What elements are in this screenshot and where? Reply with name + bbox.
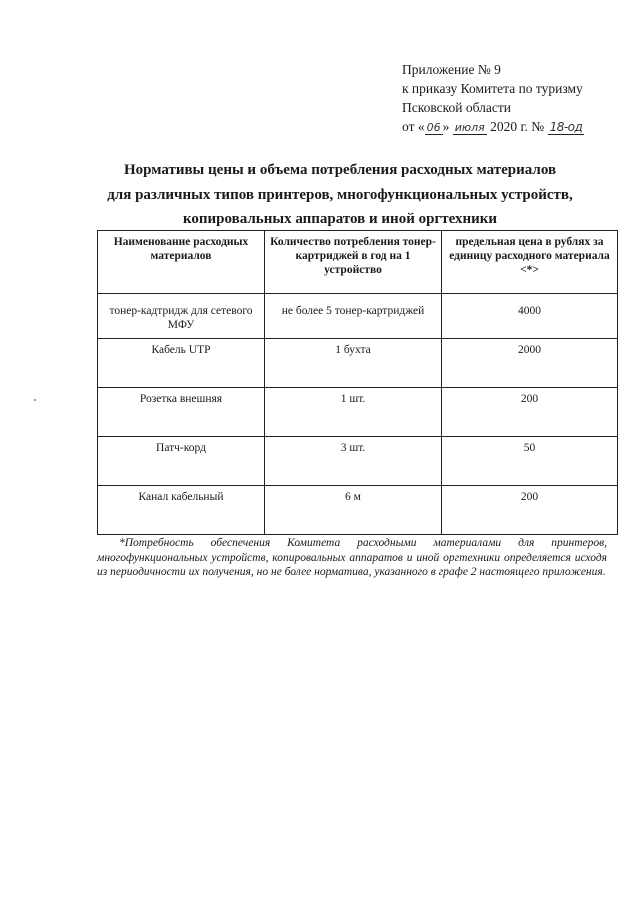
cell-quantity: не более 5 тонер-картриджей bbox=[265, 294, 442, 339]
document-title bbox=[60, 158, 620, 232]
cell-quantity: 3 шт. bbox=[265, 437, 442, 486]
cell-material-name: Канал кабельный bbox=[98, 486, 265, 535]
date-prefix: от « bbox=[402, 119, 425, 134]
header-max-price: предельная цена в рублях за единицу расходного материала <*> bbox=[442, 231, 618, 294]
cell-quantity: 1 шт. bbox=[265, 388, 442, 437]
table-row bbox=[98, 388, 618, 437]
header-quantity: Количество потребления тонер-картриджей в год на 1 устройство bbox=[265, 231, 442, 294]
date-mid: » bbox=[442, 119, 450, 134]
cell-material-name: Розетка внешняя bbox=[98, 388, 265, 437]
title-line-1: Нормативы цены и объема потребления расходных материалов bbox=[123, 162, 557, 178]
cell-price: 200 bbox=[442, 486, 618, 535]
cell-price: 2000 bbox=[442, 339, 618, 388]
table-header-row bbox=[98, 231, 618, 294]
cell-quantity: 1 бухта bbox=[265, 339, 442, 388]
footnote: *Потребность обеспечения Комитета расходными материалами для принтеров, многофункциональных устройств, копировальных аппаратов и иной оргтехники определяется исходя из периодичности их получения, но не более норматива, указанного в графе 2 настоящего приложения. bbox=[97, 537, 607, 578]
table-row bbox=[98, 486, 618, 535]
cell-price: 200 bbox=[442, 388, 618, 437]
appendix-order-ref: к приказу Комитета по туризму bbox=[402, 81, 583, 96]
scan-speck bbox=[34, 399, 36, 401]
handwritten-number: 18-од bbox=[549, 120, 583, 134]
table-row bbox=[98, 339, 618, 388]
handwritten-day: 06 bbox=[426, 121, 441, 134]
header-material-name: Наименование расходных материалов bbox=[98, 231, 265, 294]
appendix-date-line bbox=[402, 117, 627, 136]
cell-material-name: тонер-кадтридж для сетевого МФУ bbox=[98, 294, 265, 339]
cell-material-name: Кабель UTP bbox=[98, 339, 265, 388]
cell-material-name: Патч-корд bbox=[98, 437, 265, 486]
title-line-2: для различных типов принтеров, многофункциональных устройств, bbox=[107, 186, 573, 203]
title-line-3: копировальных аппаратов и иной оргтехники bbox=[182, 211, 498, 227]
table-row bbox=[98, 294, 618, 339]
appendix-number: Приложение № 9 bbox=[402, 62, 501, 77]
appendix-header bbox=[402, 60, 627, 136]
cell-price: 4000 bbox=[442, 294, 618, 339]
handwritten-month: июля bbox=[454, 121, 485, 134]
norms-table bbox=[97, 230, 618, 535]
date-year: 2020 г. № bbox=[490, 119, 545, 134]
table-row bbox=[98, 437, 618, 486]
cell-price: 50 bbox=[442, 437, 618, 486]
cell-quantity: 6 м bbox=[265, 486, 442, 535]
appendix-region: Псковской области bbox=[402, 100, 512, 115]
